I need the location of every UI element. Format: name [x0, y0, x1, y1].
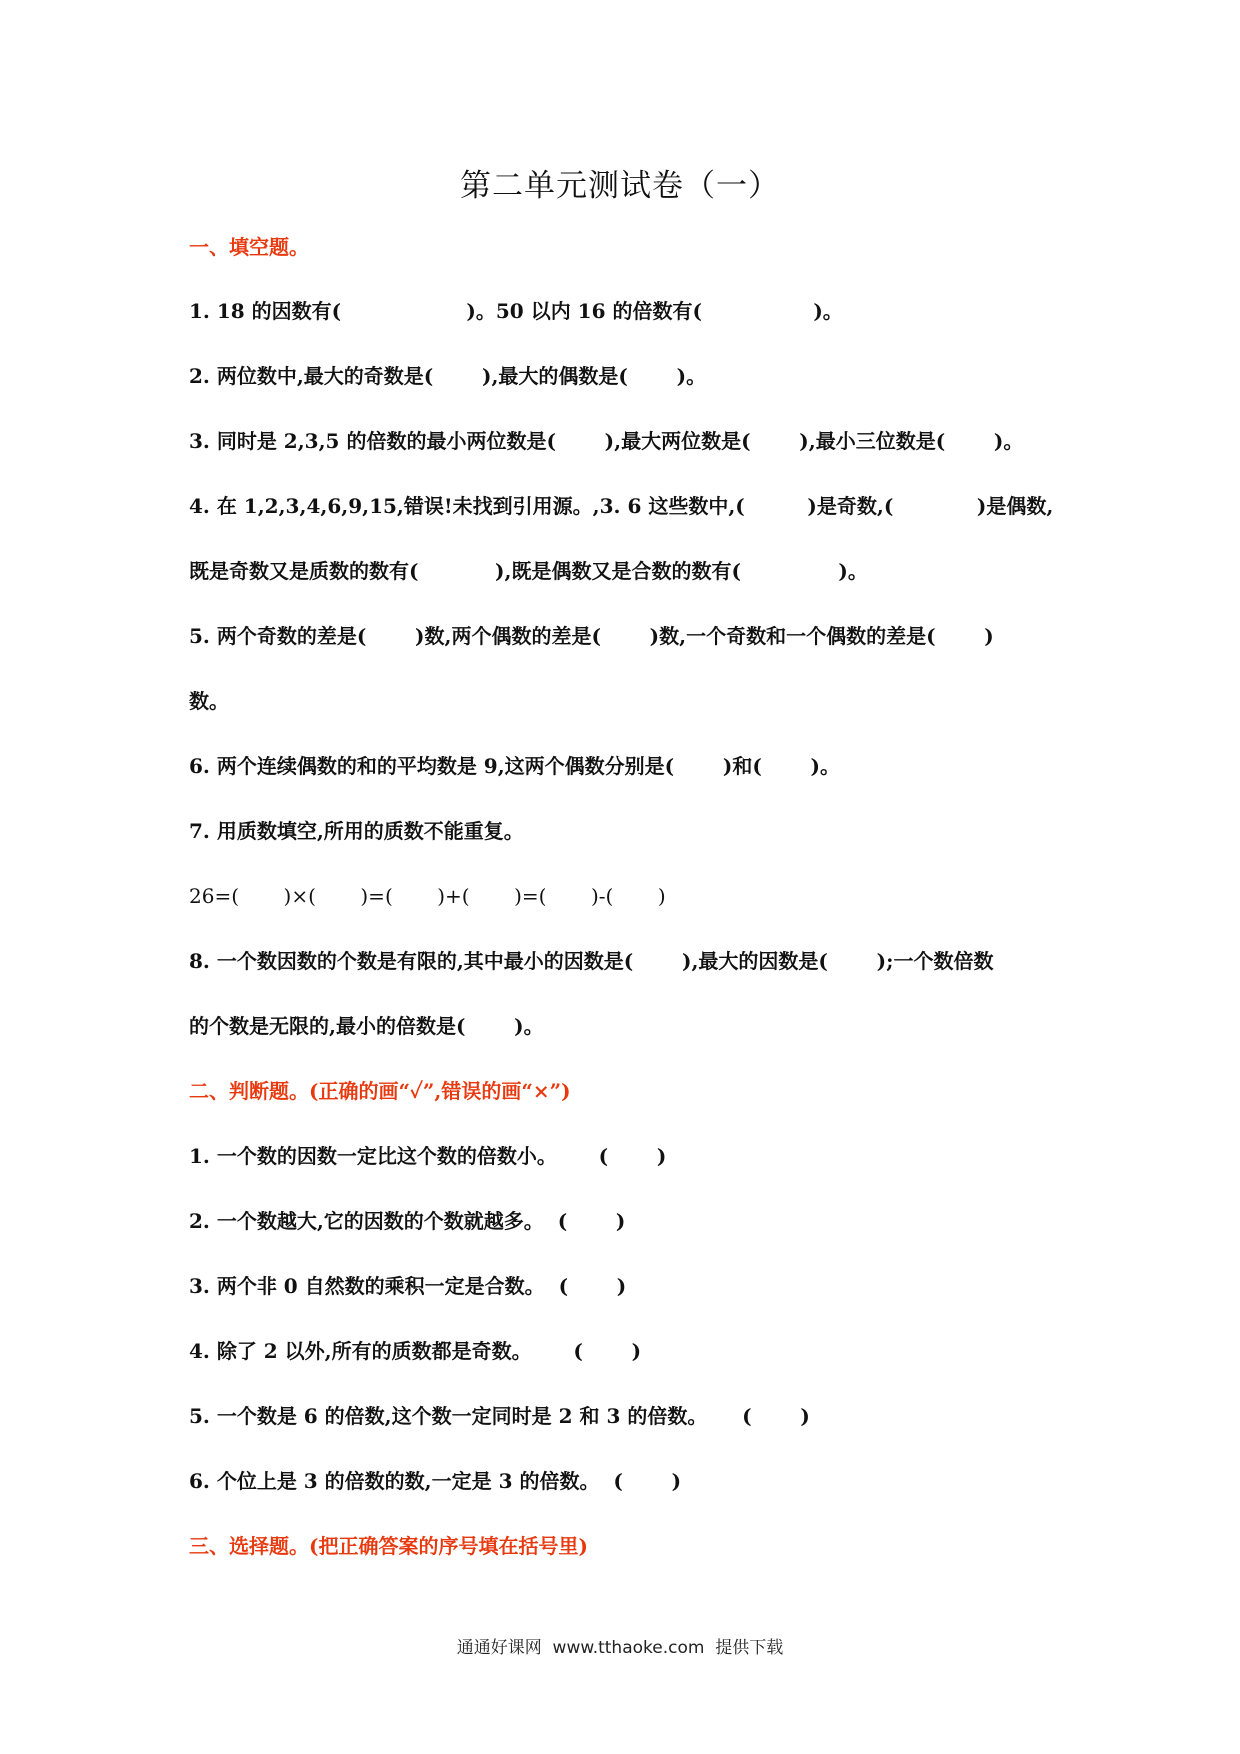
- question-line: 数。: [189, 689, 229, 713]
- question-line: 2. 一个数越大,它的因数的个数就越多。 ( ): [189, 1209, 626, 1233]
- question-line: 8. 一个数因数的个数是有限的,其中最小的因数是( ),最大的因数是( );一个数倍数: [189, 949, 994, 973]
- question-line: 3. 两个非 0 自然数的乘积一定是合数。 ( ): [189, 1274, 627, 1298]
- question-line: 1. 一个数的因数一定比这个数的倍数小。 ( ): [189, 1144, 667, 1168]
- question-line: 6. 个位上是 3 的倍数的数,一定是 3 的倍数。 ( ): [189, 1469, 682, 1493]
- question-line: 既是奇数又是质数的数有( ),既是偶数又是合数的数有( )。: [189, 559, 868, 583]
- section-heading-fill: 一、填空题。: [189, 235, 309, 259]
- question-line: 2. 两位数中,最大的奇数是( ),最大的偶数是( )。: [189, 364, 707, 388]
- question-line: 4. 除了 2 以外,所有的质数都是奇数。 ( ): [189, 1339, 642, 1363]
- question-line: 6. 两个连续偶数的和的平均数是 9,这两个偶数分别是( )和( )。: [189, 754, 841, 778]
- page-footer: 通通好课网 www.tthaoke.com 提供下载: [456, 1638, 784, 1658]
- section-heading-choice: 三、选择题。(把正确答案的序号填在括号里): [189, 1534, 588, 1558]
- page-title: 第二单元测试卷（一）: [460, 168, 780, 204]
- question-line: 1. 18 的因数有( )。50 以内 16 的倍数有( )。: [189, 299, 843, 323]
- question-line: 4. 在 1,2,3,4,6,9,15,错误!未找到引用源。,3. 6 这些数中,( )是奇数,( )是偶数,: [189, 494, 1054, 518]
- question-line: 5. 两个奇数的差是( )数,两个偶数的差是( )数,一个奇数和一个偶数的差是( ): [189, 624, 994, 648]
- section-heading-judge: 二、判断题。(正确的画“✓”,错误的画“×”): [189, 1079, 571, 1103]
- question-line: 26=( )×( )=( )+( )=( )-( ): [189, 884, 666, 908]
- question-line: 的个数是无限的,最小的倍数是( )。: [189, 1014, 544, 1038]
- question-line: 3. 同时是 2,3,5 的倍数的最小两位数是( ),最大两位数是( ),最小三位数是( )。: [189, 429, 1024, 453]
- question-line: 7. 用质数填空,所用的质数不能重复。: [189, 819, 524, 843]
- question-line: 5. 一个数是 6 的倍数,这个数一定同时是 2 和 3 的倍数。 ( ): [189, 1404, 810, 1428]
